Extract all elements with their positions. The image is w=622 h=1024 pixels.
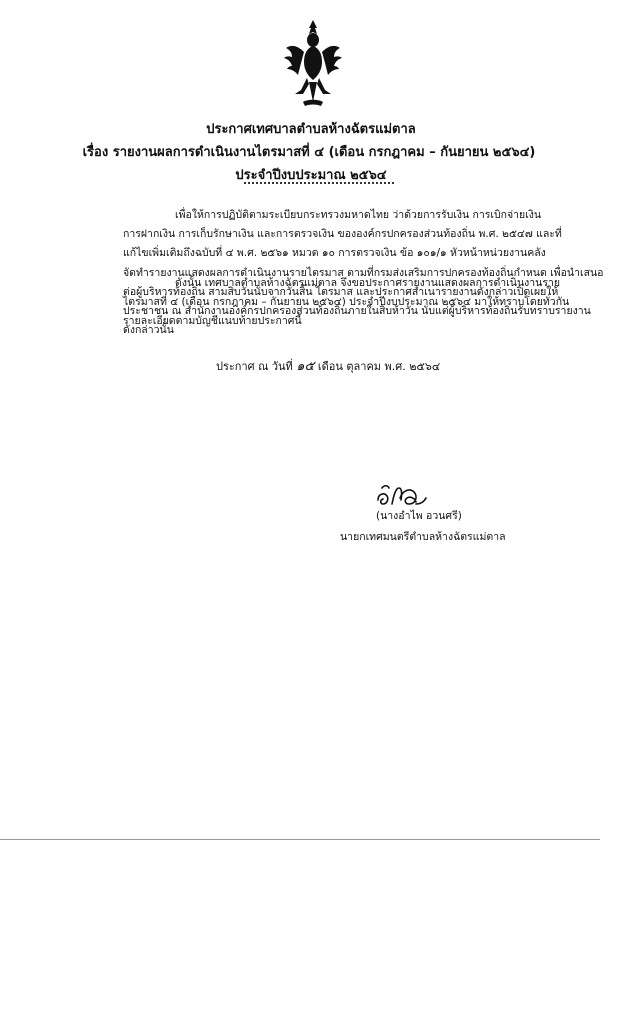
signer-position: นายกเทศมนตรีตำบลห้างฉัตรแม่ตาล (340, 531, 506, 543)
paragraph-line: การฝากเงิน การเก็บรักษาเงิน และการตรวจเงิน ขององค์กรปกครองส่วนท้องถิ่น พ.ศ. ๒๕๔๗ และที่ (123, 228, 562, 241)
announcement-date (216, 357, 440, 377)
date-prefix: ประกาศ ณ วันที่ (216, 360, 293, 373)
signer-name: (นางอำไพ อวนศรี) (376, 510, 462, 522)
garuda-emblem-icon (283, 18, 343, 110)
paragraph-line: รายละเอียดตามบัญชีแนบท้ายประกาศนี้ (123, 315, 302, 328)
paragraph-line: แก้ไขเพิ่มเติมถึงฉบับที่ ๔ พ.ศ. ๒๕๖๑ หมวด ๑๐ การตรวจเงิน ข้อ ๑๐๑/๑ หัวหน้าหน่วยงานคลัง (123, 247, 546, 260)
title-fiscal-year: ประจำปีงบประมาณ ๒๕๖๔ (235, 168, 387, 183)
title-divider (244, 182, 394, 184)
title-subject: เรื่อง รายงานผลการดำเนินงานไตรมาสที่ ๔ (เดือน กรกฎาคม – กันยายน ๒๕๖๔) (82, 145, 536, 160)
page-edge-line (0, 839, 600, 840)
paragraph-line: ดังนั้น เทศบาลตำบลห้างฉัตรแม่ตาล จึงขอประกาศรายงานแสดงผลการดำเนินงานราย (175, 277, 561, 289)
paragraph-line: เพื่อให้การปฏิบัติตามระเบียบกระทรวงมหาดไทย ว่าด้วยการรับเงิน การเบิกจ่ายเงิน (175, 209, 542, 221)
date-day-handwritten: ๑๕ (296, 359, 315, 374)
paragraph-line: จัดทำรายงานแสดงผลการดำเนินงานรายไตรมาส ตามที่กรมส่งเสริมการปกครองท้องถิ่นกำหนด เพื่อนำเสนอ (123, 266, 604, 279)
date-suffix: เดือน ตุลาคม พ.ศ. ๒๕๖๔ (317, 360, 441, 373)
title-issuer: ประกาศเทศบาลตำบลห้างฉัตรแม่ตาล (206, 122, 416, 137)
paragraph-line: ประชาชน ณ สำนักงานองค์กรปกครองส่วนท้องถิ่นภายในสิบห้าวัน นับแต่ผู้บริหารท้องถิ่นรับทราบรายงาน (123, 305, 591, 318)
paragraph-line: ไตรมาสที่ ๔ (เดือน กรกฎาคม – กันยายน ๒๕๖๔) ประจำปีงบประมาณ ๒๕๖๔ มาให้ทราบโดยทั่วกัน (123, 296, 570, 309)
announcement-title (0, 118, 622, 187)
body-paragraph-2 (123, 274, 591, 332)
paragraph-line: ดังกล่าวนั้น (123, 324, 174, 337)
paragraph-line: ต่อผู้บริหารท้องถิ่น สามสิบวันนับจากวันสิ้น ไตรมาส และประกาศสำเนารายงานดังกล่าวเปิดเผยให้ (123, 285, 559, 298)
